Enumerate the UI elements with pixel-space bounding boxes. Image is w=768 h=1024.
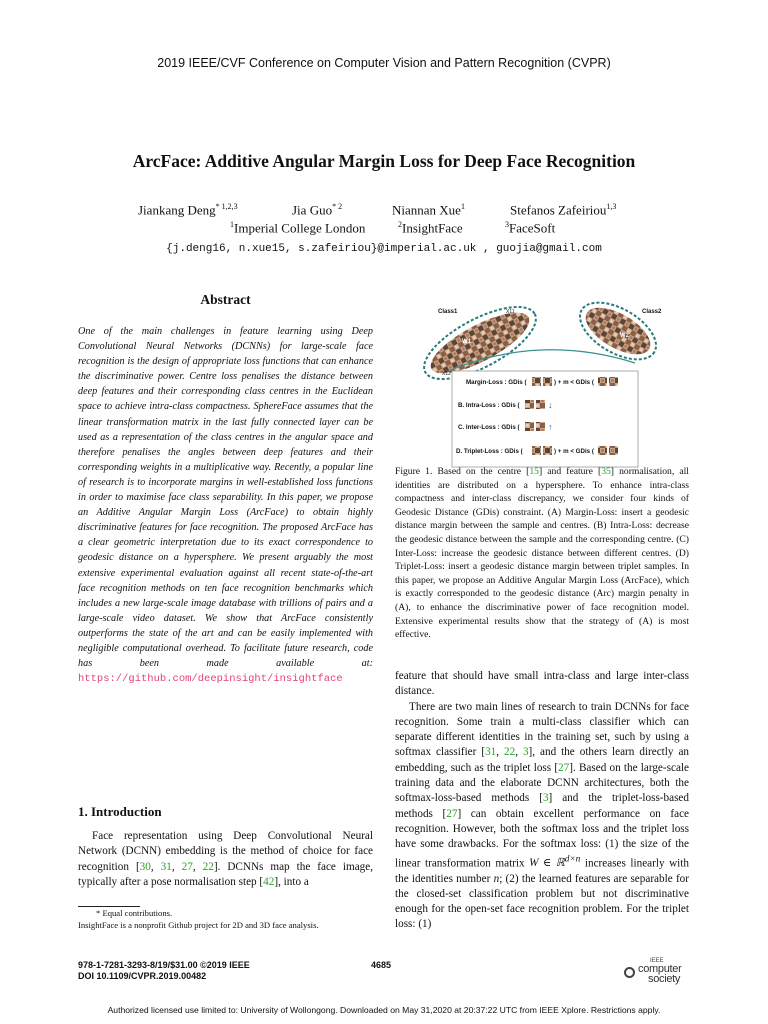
footnotes [78, 907, 378, 931]
introduction-paragraph: Face representation using Deep Convolutional Neural Network (DCNN) embedding is the method of choice for face recognition [30, 31, 27, 22]. DCNNs map the face image, typically after a pose normalisation step [42], into a [78, 830, 374, 888]
x11-label: X11 [506, 309, 515, 315]
right-column-body [395, 669, 689, 933]
license-notice: Authorized licensed use limited to: University of Wollongong. Downloaded on May 31,2020 at 20:37:22 UTC from IEEE Xplore. Restrictions apply. [107, 1005, 661, 1015]
citation-link[interactable]: 31 [485, 746, 497, 759]
face-thumbnail-icon [543, 377, 552, 386]
citation-link[interactable]: 22 [504, 746, 516, 759]
face-thumbnail-icon [532, 377, 541, 386]
author-4: Stefanos Zafeiriou$^{1,3}$ [510, 202, 617, 218]
citation-link[interactable]: 27 [181, 860, 193, 873]
footnote-equal-contribution: * Equal contributions. [96, 908, 173, 918]
x12-label: X12 [442, 371, 451, 377]
face-thumbnail-icon [525, 422, 534, 431]
citation-link[interactable]: 30 [139, 860, 151, 873]
margin-loss-label: Margin-Loss : GDis ( [466, 379, 527, 386]
face-thumbnail-icon [609, 377, 618, 386]
figure-1-caption: Figure 1. Based on the centre [15] and feature [35] normalisation, all identities are distributed on a hypersphere. To enhance intra-class compactness and inter-class discrepancy, we consider four kinds of Geodesic Distance (GDis) constraint. (A) Margin-Loss: insert a geodesic distance margin between the sample and centres. (B) Intra-Loss: decrease the geodesic distance between the sample and the corresponding centre. (C) Inter-Loss: increase the geodesic distance between different centres. (D) Triplet-Loss: insert a geodesic distance margin between triplet samples. In this paper, we propose an Additive Angular Margin Loss (ArcFace), which is exactly corresponded to the geodesic distance (Arc) margin penalty in (A), to enhance the discriminative power of face recognition model. Extensive experimental results show that the strategy of (A) is most effective. [395, 466, 689, 641]
face-thumbnail-icon [525, 400, 534, 409]
face-thumbnail-icon [598, 446, 607, 455]
citation-link[interactable]: 27 [446, 807, 458, 820]
svg-text:) + m < GDis (: ) + m < GDis ( [554, 448, 594, 455]
citation-link[interactable]: 3 [522, 746, 529, 759]
class2-cluster [571, 293, 665, 371]
citation-link[interactable]: 27 [558, 761, 570, 774]
code-link[interactable]: https://github.com/deepinsight/insightface [78, 673, 343, 686]
face-thumbnail-icon [598, 377, 607, 386]
svg-text:) + m < GDis (: ) + m < GDis ( [554, 379, 594, 386]
inter-loss-label: C. Inter-Loss : GDis ( [458, 424, 520, 431]
citation-link[interactable]: 31 [160, 860, 172, 873]
affiliation-2: $^2$InsightFace [398, 220, 463, 236]
figure-1 [420, 293, 665, 468]
globe-icon [624, 967, 635, 978]
isbn-doi [78, 960, 250, 982]
citation-link[interactable]: 35 [601, 466, 611, 477]
author-1: Jiankang Deng$^{* 1,2,3}$ [138, 202, 238, 218]
intra-loss-label: B. Intra-Loss : GDis ( [458, 402, 520, 409]
arrow-up-icon: ↑ [548, 422, 553, 432]
page-number: 4685 [371, 960, 392, 970]
citation-link[interactable]: 15 [529, 466, 539, 477]
abstract-body: One of the main challenges in feature learning using Deep Convolutional Neural Networks (DCNNs) for large-scale face recognition is the design of appropriate loss functions that can enhance the discriminative power. Centre loss penalises the distance between deep features and their corresponding class centres in the Euclidean space to achieve intra-class compactness. SphereFace assumes that the linear transformation matrix in the last fully connected layer can be used as a representation of the class centres in the angular space and therefore penalises the angles between deep features and their corresponding weights in a multiplicative way. Recently, a popular line of research is to incorporate margins in well-established loss functions in order to maximise face class separability. In this paper, we propose an Additive Angular Margin Loss (ArcFace) to obtain highly discriminative features for face recognition. The proposed ArcFace has a clear geometric interpretation due to its exact correspondence to geodesic distance on a hypersphere. We present arguably the most extensive experimental evaluation against all recent state-of-the-art face recognition methods on ten face recognition benchmarks which includes a new large-scale image database with trillions of pairs and a large-scale video dataset. We show that ArcFace consistently outperforms the state of the art and can be easily implemented with negligible computational overhead. To facilitate future research, code has been made available at: https://github.com/deepinsight/insightface [78, 326, 373, 686]
isbn: 978-1-7281-3293-8/19/$31.00 ©2019 IEEE [78, 960, 250, 970]
math-n: n [493, 872, 500, 885]
face-thumbnail-icon [532, 446, 541, 455]
citation-link[interactable]: 3 [542, 792, 549, 805]
paragraph: There are two main lines of research to train DCNNs for face recognition. Some train a multi-class classifier which can separate different identities in the training set, such by using a softmax classifier [31, 22, 3], and the others learn directly an embedding, such as the triplet loss [27]. Based on the large-scale training data and the elaborate DCNN architectures, both the softmax-loss-based methods [3] and the triplet-loss-based methods [27] can obtain excellent performance on face recognition. However, both the softmax loss and the triplet loss have some drawbacks. For the softmax loss: (1) the size of the linear transformation matrix W ∈ ℝ$^{d\times n}$ increases linearly with the identities number n; (2) the learned features are separable for the closed-set classification problem but not discriminative enough for the open-set face recognition problem. For the triplet loss: (1) [395, 700, 690, 931]
arrow-down-icon: ↓ [548, 400, 553, 410]
paragraph: feature that should have small intra-class and large inter-class distance. [395, 670, 689, 698]
citation-link[interactable]: 22 [202, 860, 214, 873]
author-2: Jia Guo$^{* 2}$ [292, 202, 343, 218]
doi: DOI 10.1109/CVPR.2019.00482 [78, 971, 207, 981]
class1-label: Class1 [438, 309, 458, 315]
affiliation-1: $^1$Imperial College London [230, 220, 366, 236]
paper-title: ArcFace: Additive Angular Margin Loss for Deep Face Recognition [132, 151, 636, 171]
author-3: Niannan Xue$^1$ [392, 202, 465, 218]
face-thumbnail-icon [536, 400, 545, 409]
face-thumbnail-icon [609, 446, 618, 455]
face-thumbnail-icon [536, 422, 545, 431]
math-w: W ∈ ℝ$^{d\times n}$ [529, 854, 581, 870]
w1-label: W1 [462, 339, 471, 345]
conference-header: 2019 IEEE/CVF Conference on Computer Vision and Pattern Recognition (CVPR) [157, 56, 611, 70]
author-emails: {j.deng16, n.xue15, s.zafeiriou}@imperial.ac.uk , guojia@gmail.com [166, 243, 602, 255]
triplet-loss-label: D. Triplet-Loss : GDis ( [456, 448, 523, 455]
footnote-insightface: InsightFace is a nonprofit Github project for 2D and 3D face analysis. [78, 920, 319, 930]
citation-link[interactable]: 42 [263, 875, 275, 888]
abstract-heading: Abstract [200, 292, 251, 307]
loss-table [452, 371, 638, 467]
w2-label: W2 [620, 333, 629, 339]
face-thumbnail-icon [543, 446, 552, 455]
ieee-computer-society-logo: IEEE computer society [624, 958, 694, 988]
introduction-heading: 1. Introduction [78, 804, 162, 819]
class2-label: Class2 [642, 309, 662, 315]
affiliation-3: $^3$FaceSoft [505, 220, 556, 236]
